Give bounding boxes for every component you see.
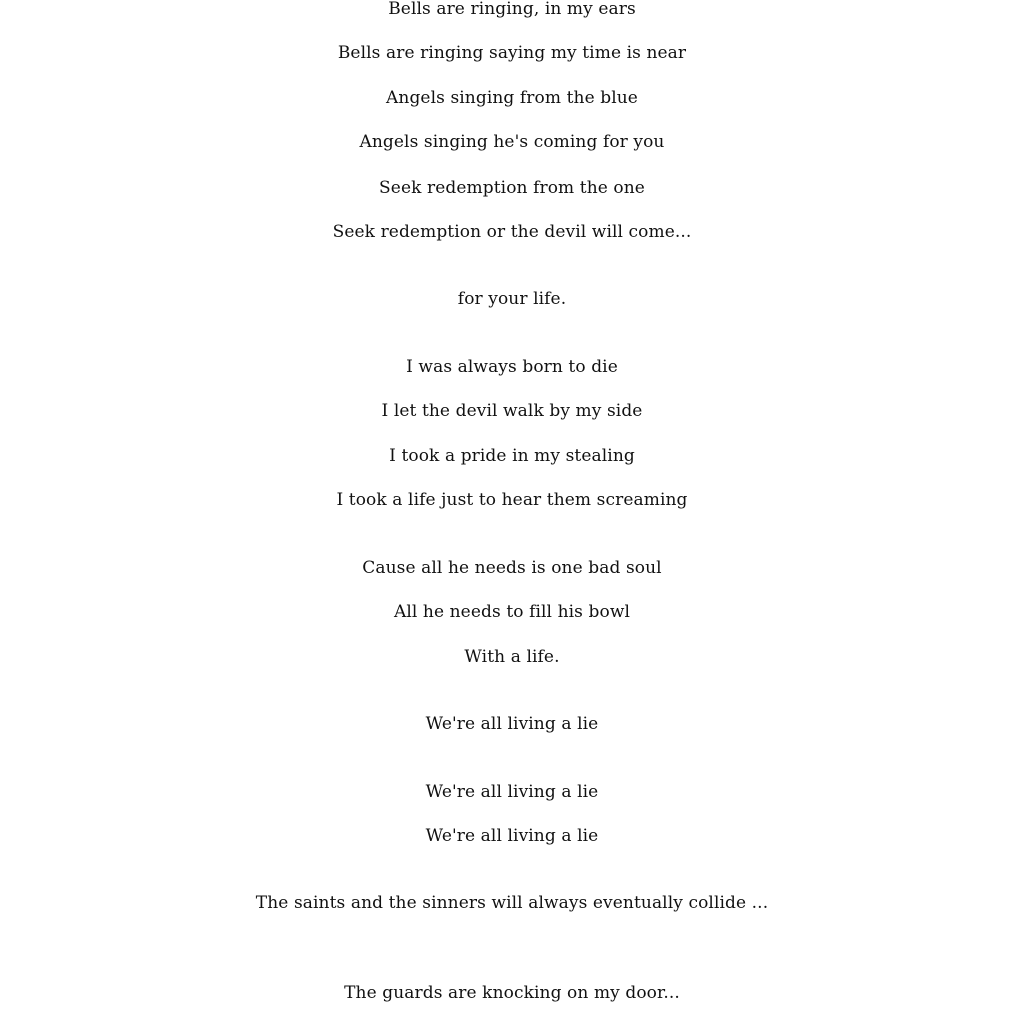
lyric-line: for your life. xyxy=(457,289,567,309)
lyric-line: We're all living a lie xyxy=(425,782,599,802)
lyric-line: I let the devil walk by my side xyxy=(381,401,643,421)
lyric-line: I was always born to die xyxy=(406,357,618,377)
lyric-line: Bells are ringing, in my ears xyxy=(388,0,636,19)
lyric-line: Angels singing from the blue xyxy=(386,88,638,108)
lyric-line: We're all living a lie xyxy=(425,714,599,734)
lyric-line: Cause all he needs is one bad soul xyxy=(362,558,662,578)
lyric-line: Bells are ringing saying my time is near xyxy=(337,43,687,63)
lyric-line: The saints and the sinners will always eventually collide ... xyxy=(255,893,769,913)
lyric-line: Angels singing he's coming for you xyxy=(359,132,665,152)
lyric-line: All he needs to fill his bowl xyxy=(393,602,631,622)
lyric-line: Seek redemption from the one xyxy=(379,178,645,198)
lyric-line: I took a life just to hear them screaming xyxy=(336,490,688,510)
lyric-line: With a life. xyxy=(464,647,560,667)
lyric-line: The guards are knocking on my door... xyxy=(344,983,680,1003)
lyric-line: Seek redemption or the devil will come... xyxy=(332,222,692,242)
lyric-line: We're all living a lie xyxy=(425,826,599,846)
lyric-line: I took a pride in my stealing xyxy=(389,446,635,466)
